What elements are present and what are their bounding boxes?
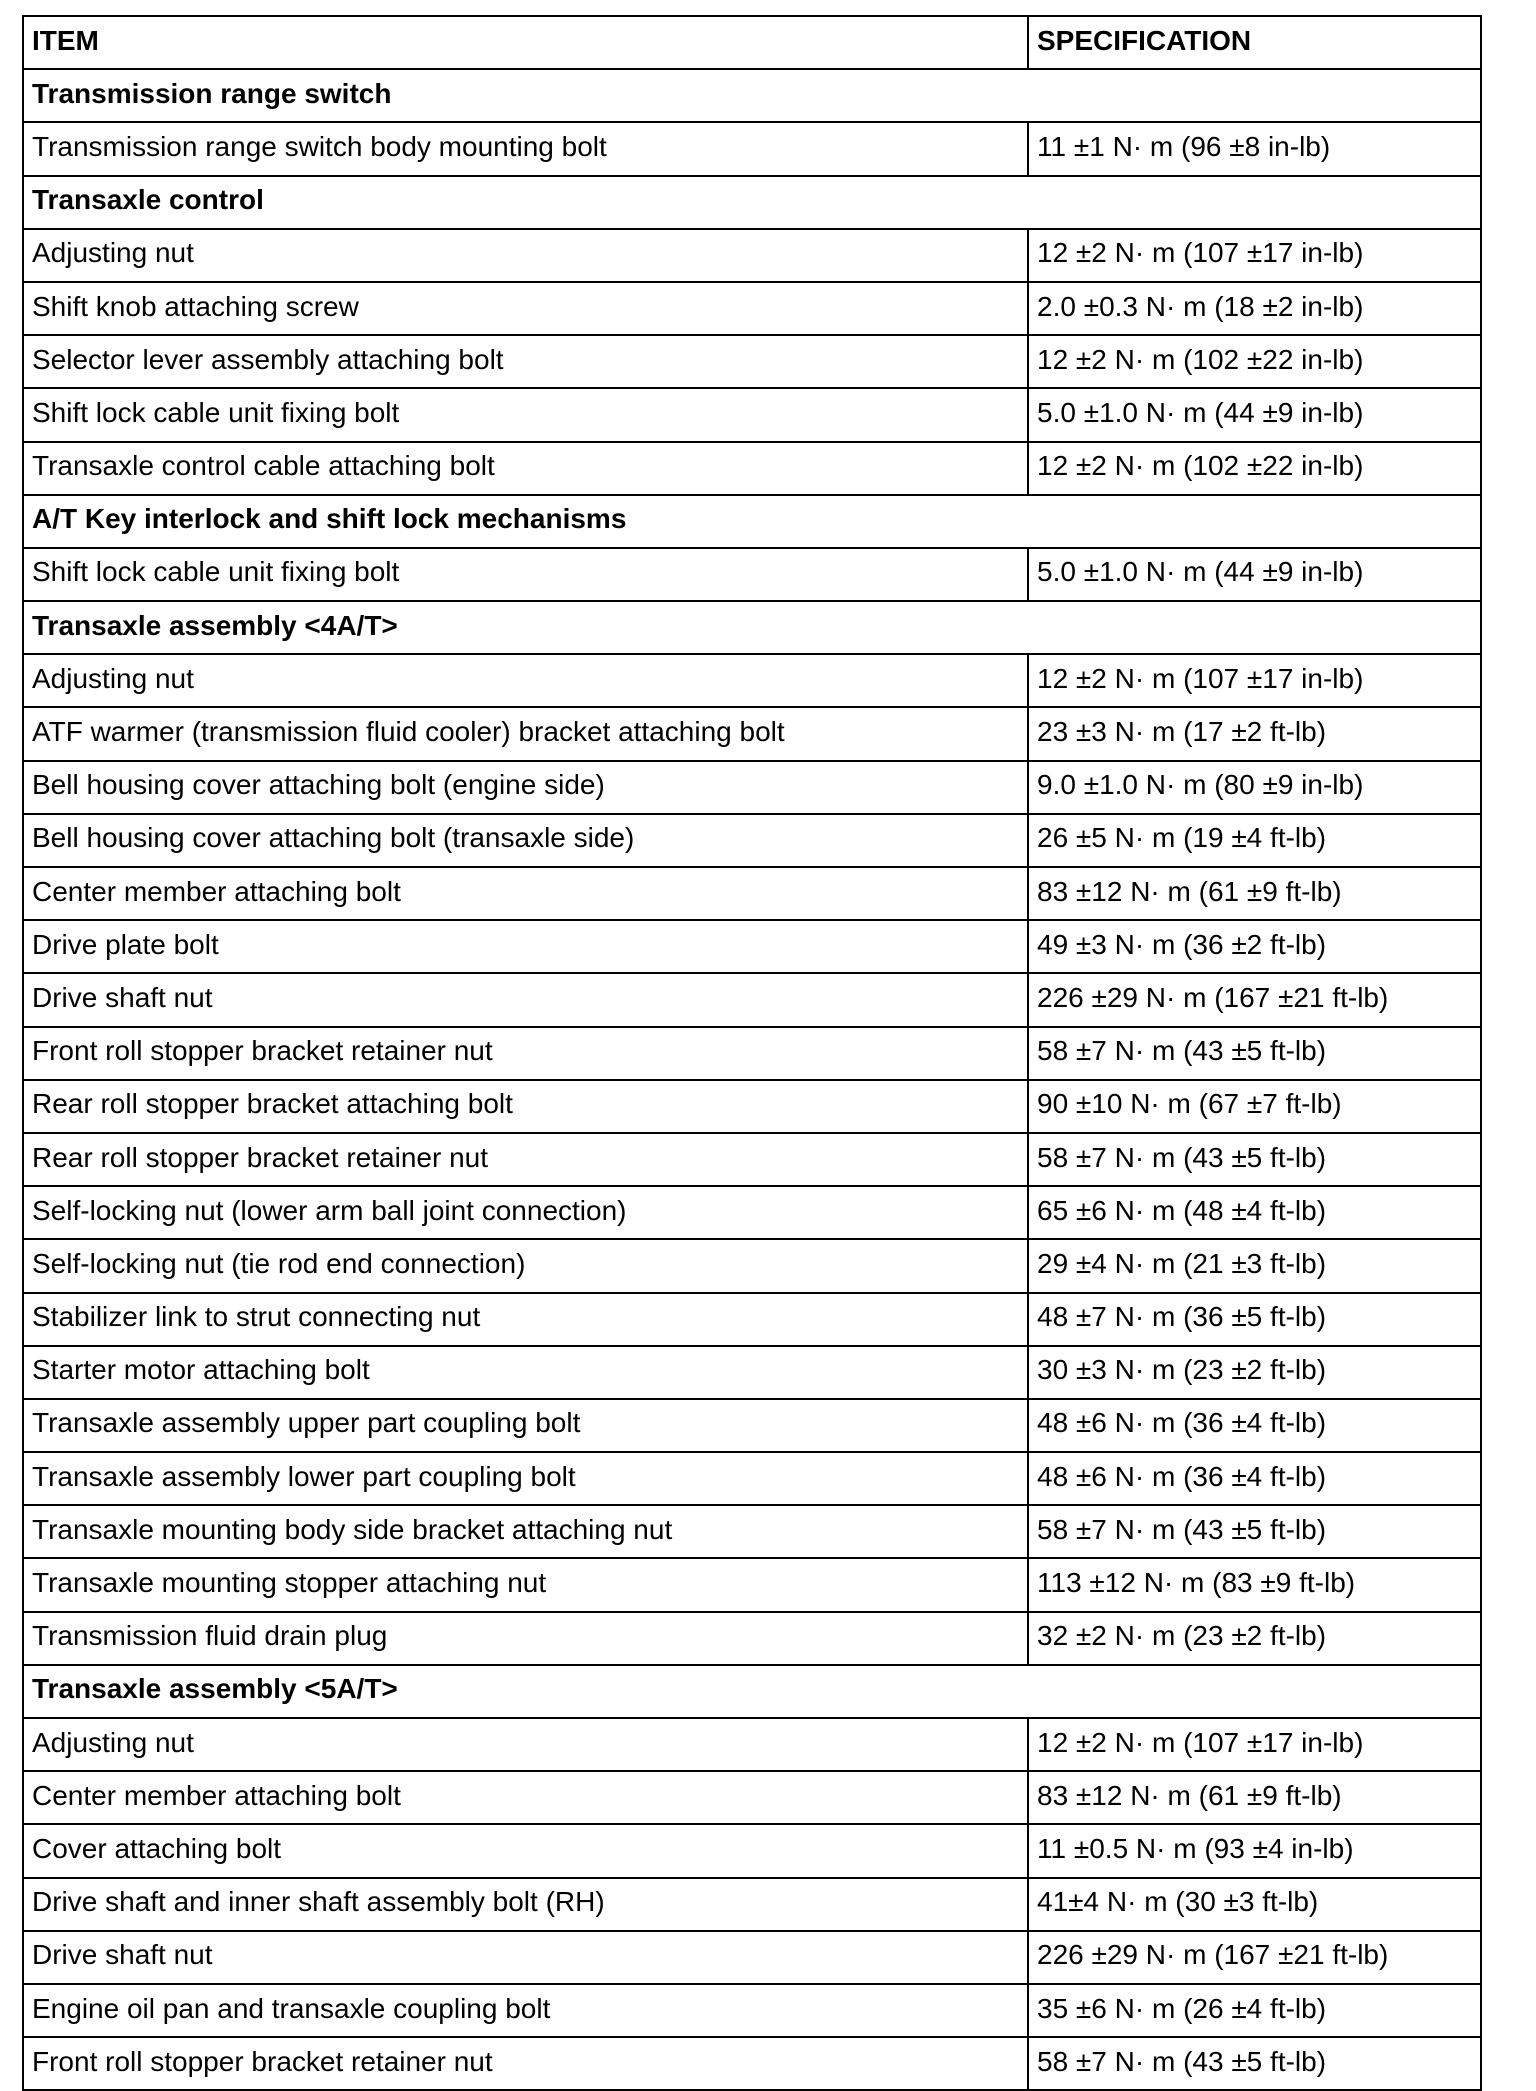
item-cell: Front roll stopper bracket retainer nut xyxy=(23,1027,1028,1080)
item-cell: Stabilizer link to strut connecting nut xyxy=(23,1293,1028,1346)
item-cell: Transaxle assembly lower part coupling bolt xyxy=(23,1452,1028,1505)
table-row xyxy=(23,1612,1481,1665)
spec-cell: 5.0 ±1.0 N· m (44 ±9 in-lb) xyxy=(1028,548,1481,601)
table-header-row xyxy=(23,16,1481,69)
spec-cell: 11 ±1 N· m (96 ±8 in-lb) xyxy=(1028,122,1481,175)
section-header-row xyxy=(23,601,1481,654)
item-cell: Shift lock cable unit fixing bolt xyxy=(23,388,1028,441)
spec-cell: 35 ±6 N· m (26 ±4 ft-lb) xyxy=(1028,1984,1481,2037)
item-cell: Bell housing cover attaching bolt (engine side) xyxy=(23,761,1028,814)
table-row xyxy=(23,1346,1481,1399)
table-row xyxy=(23,548,1481,601)
spec-cell: 32 ±2 N· m (23 ±2 ft-lb) xyxy=(1028,1612,1481,1665)
spec-cell: 23 ±3 N· m (17 ±2 ft-lb) xyxy=(1028,707,1481,760)
spec-cell: 41±4 N· m (30 ±3 ft-lb) xyxy=(1028,1878,1481,1931)
spec-cell: 2.0 ±0.3 N· m (18 ±2 in-lb) xyxy=(1028,282,1481,335)
table-row xyxy=(23,654,1481,707)
item-cell: Engine oil pan and transaxle coupling bolt xyxy=(23,1984,1028,2037)
table-row xyxy=(23,282,1481,335)
item-cell: Self-locking nut (tie rod end connection) xyxy=(23,1239,1028,1292)
spec-cell: 83 ±12 N· m (61 ±9 ft-lb) xyxy=(1028,1771,1481,1824)
item-cell: Shift lock cable unit fixing bolt xyxy=(23,548,1028,601)
table-row xyxy=(23,229,1481,282)
table-row xyxy=(23,761,1481,814)
section-title: Transmission range switch xyxy=(23,69,1481,122)
section-header-row xyxy=(23,176,1481,229)
spec-cell: 30 ±3 N· m (23 ±2 ft-lb) xyxy=(1028,1346,1481,1399)
table-row xyxy=(23,1293,1481,1346)
item-cell: Transaxle control cable attaching bolt xyxy=(23,442,1028,495)
spec-cell: 12 ±2 N· m (102 ±22 in-lb) xyxy=(1028,335,1481,388)
item-cell: ATF warmer (transmission fluid cooler) bracket attaching bolt xyxy=(23,707,1028,760)
item-cell: Drive shaft and inner shaft assembly bolt (RH) xyxy=(23,1878,1028,1931)
table-row xyxy=(23,867,1481,920)
spec-cell: 90 ±10 N· m (67 ±7 ft-lb) xyxy=(1028,1080,1481,1133)
section-title: Transaxle control xyxy=(23,176,1481,229)
spec-cell: 48 ±7 N· m (36 ±5 ft-lb) xyxy=(1028,1293,1481,1346)
item-cell: Center member attaching bolt xyxy=(23,1771,1028,1824)
spec-cell: 58 ±7 N· m (43 ±5 ft-lb) xyxy=(1028,2037,1481,2090)
table-row xyxy=(23,1452,1481,1505)
item-cell: Transmission fluid drain plug xyxy=(23,1612,1028,1665)
item-cell: Transmission range switch body mounting bolt xyxy=(23,122,1028,175)
item-cell: Drive shaft nut xyxy=(23,973,1028,1026)
item-cell: Center member attaching bolt xyxy=(23,867,1028,920)
table-row xyxy=(23,1931,1481,1984)
section-title: Transaxle assembly <5A/T> xyxy=(23,1665,1481,1718)
item-cell: Adjusting nut xyxy=(23,229,1028,282)
spec-cell: 58 ±7 N· m (43 ±5 ft-lb) xyxy=(1028,1133,1481,1186)
table-row xyxy=(23,1878,1481,1931)
spec-cell: 12 ±2 N· m (107 ±17 in-lb) xyxy=(1028,654,1481,707)
spec-cell: 29 ±4 N· m (21 ±3 ft-lb) xyxy=(1028,1239,1481,1292)
spec-cell: 12 ±2 N· m (102 ±22 in-lb) xyxy=(1028,442,1481,495)
table-row xyxy=(23,1186,1481,1239)
table-row xyxy=(23,973,1481,1026)
item-cell: Transaxle mounting body side bracket attaching nut xyxy=(23,1505,1028,1558)
table-row xyxy=(23,920,1481,973)
section-title: Transaxle assembly <4A/T> xyxy=(23,601,1481,654)
table-row xyxy=(23,1824,1481,1877)
spec-cell: 226 ±29 N· m (167 ±21 ft-lb) xyxy=(1028,1931,1481,1984)
item-cell: Transaxle assembly upper part coupling bolt xyxy=(23,1399,1028,1452)
table-row xyxy=(23,1771,1481,1824)
spec-cell: 11 ±0.5 N· m (93 ±4 in-lb) xyxy=(1028,1824,1481,1877)
item-cell: Rear roll stopper bracket attaching bolt xyxy=(23,1080,1028,1133)
section-header-row xyxy=(23,1665,1481,1718)
table-row xyxy=(23,1558,1481,1611)
spec-cell: 5.0 ±1.0 N· m (44 ±9 in-lb) xyxy=(1028,388,1481,441)
table-row xyxy=(23,1505,1481,1558)
item-cell: Rear roll stopper bracket retainer nut xyxy=(23,1133,1028,1186)
table-row xyxy=(23,1027,1481,1080)
spec-cell: 58 ±7 N· m (43 ±5 ft-lb) xyxy=(1028,1027,1481,1080)
table-row xyxy=(23,442,1481,495)
item-cell: Selector lever assembly attaching bolt xyxy=(23,335,1028,388)
spec-cell: 113 ±12 N· m (83 ±9 ft-lb) xyxy=(1028,1558,1481,1611)
item-cell: Adjusting nut xyxy=(23,654,1028,707)
item-cell: Drive shaft nut xyxy=(23,1931,1028,1984)
spec-cell: 58 ±7 N· m (43 ±5 ft-lb) xyxy=(1028,1505,1481,1558)
section-header-row xyxy=(23,495,1481,548)
table-row xyxy=(23,1718,1481,1771)
item-cell: Starter motor attaching bolt xyxy=(23,1346,1028,1399)
item-cell: Cover attaching bolt xyxy=(23,1824,1028,1877)
column-header-item: ITEM xyxy=(23,16,1028,69)
specification-table xyxy=(22,15,1482,2091)
spec-cell: 26 ±5 N· m (19 ±4 ft-lb) xyxy=(1028,814,1481,867)
spec-cell: 48 ±6 N· m (36 ±4 ft-lb) xyxy=(1028,1399,1481,1452)
table-body xyxy=(23,69,1481,2090)
spec-cell: 83 ±12 N· m (61 ±9 ft-lb) xyxy=(1028,867,1481,920)
spec-cell: 12 ±2 N· m (107 ±17 in-lb) xyxy=(1028,229,1481,282)
table-row xyxy=(23,707,1481,760)
item-cell: Adjusting nut xyxy=(23,1718,1028,1771)
item-cell: Transaxle mounting stopper attaching nut xyxy=(23,1558,1028,1611)
section-header-row xyxy=(23,69,1481,122)
table-row xyxy=(23,335,1481,388)
item-cell: Self-locking nut (lower arm ball joint connection) xyxy=(23,1186,1028,1239)
item-cell: Bell housing cover attaching bolt (transaxle side) xyxy=(23,814,1028,867)
item-cell: Drive plate bolt xyxy=(23,920,1028,973)
column-header-specification: SPECIFICATION xyxy=(1028,16,1481,69)
table-row xyxy=(23,1080,1481,1133)
table-row xyxy=(23,1133,1481,1186)
spec-cell: 9.0 ±1.0 N· m (80 ±9 in-lb) xyxy=(1028,761,1481,814)
table-row xyxy=(23,388,1481,441)
table-row xyxy=(23,2037,1481,2090)
item-cell: Front roll stopper bracket retainer nut xyxy=(23,2037,1028,2090)
spec-cell: 226 ±29 N· m (167 ±21 ft-lb) xyxy=(1028,973,1481,1026)
spec-cell: 48 ±6 N· m (36 ±4 ft-lb) xyxy=(1028,1452,1481,1505)
table-row xyxy=(23,1984,1481,2037)
spec-cell: 49 ±3 N· m (36 ±2 ft-lb) xyxy=(1028,920,1481,973)
table-row xyxy=(23,122,1481,175)
table-row xyxy=(23,814,1481,867)
table-row xyxy=(23,1399,1481,1452)
table-row xyxy=(23,1239,1481,1292)
item-cell: Shift knob attaching screw xyxy=(23,282,1028,335)
spec-cell: 65 ±6 N· m (48 ±4 ft-lb) xyxy=(1028,1186,1481,1239)
section-title: A/T Key interlock and shift lock mechanisms xyxy=(23,495,1481,548)
spec-cell: 12 ±2 N· m (107 ±17 in-lb) xyxy=(1028,1718,1481,1771)
